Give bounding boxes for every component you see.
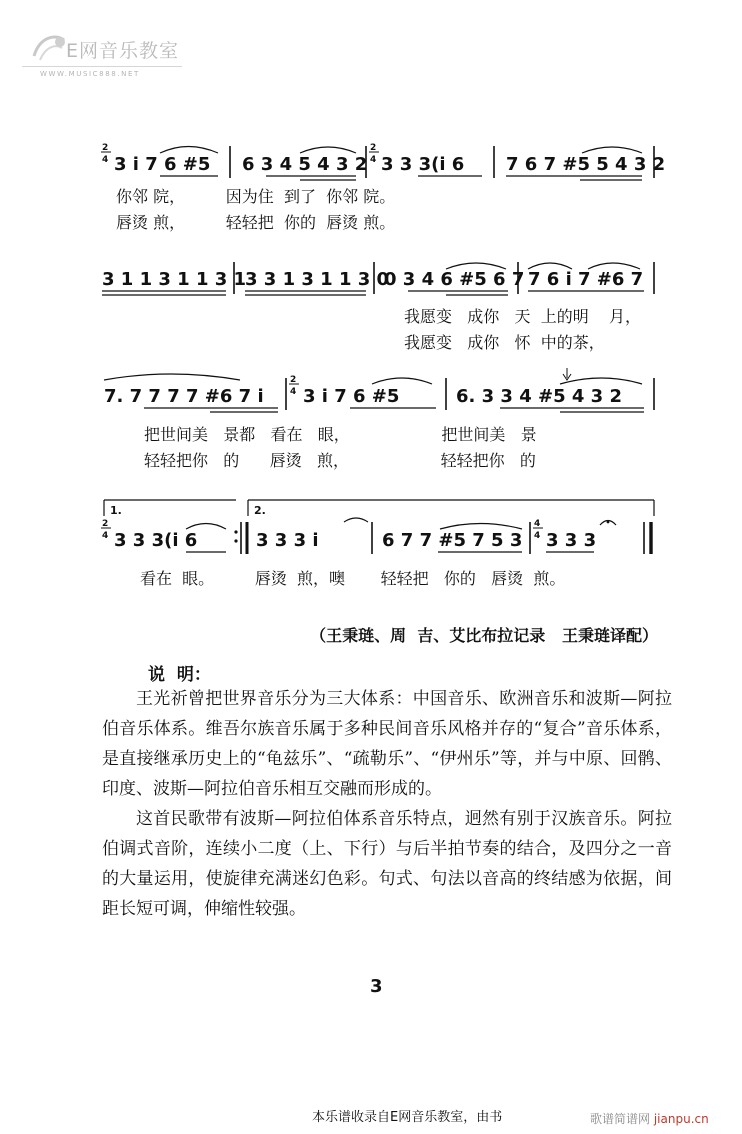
measure-1-2: 6 3 4 5 4 3 2 [242, 154, 368, 175]
lyrics-line-2-verse-2: 我愿变 成你 怀 中的茶， [404, 333, 605, 352]
score-line-1 [101, 143, 665, 180]
paragraph-1: 王光祈曾把世界音乐分为三大体系：中国音乐、欧洲音乐和波斯—阿拉伯音乐体系。维吾尔族音乐属于多种民间音乐风格并存的“复合”音乐体系，是直接继承历史上的“龟兹乐”、“疏勒乐”、“伊州乐”等，并与中原、回鹘、印度、波斯—阿拉伯音乐相互交融而形成的。 [102, 689, 672, 799]
lyrics-line-2-verse-1: 我愿变 成你 天 上的明 月， [404, 307, 642, 326]
measure-1-3: 3 3 3(i 6 [381, 154, 465, 175]
lyrics-line-1-verse-2: 唇烫 煎， 轻轻把 你的 唇烫 煎。 [116, 213, 396, 232]
svg-text:2: 2 [102, 519, 109, 529]
svg-text:4: 4 [370, 155, 377, 165]
svg-text:4: 4 [102, 531, 109, 541]
volta-1: 1. [110, 504, 122, 517]
measure-1-1: 3 i 7 6 #5 [114, 154, 211, 175]
footer-site-name: 歌谱简谱网 [590, 1112, 651, 1126]
measure-3-2: 3 i 7 6 #5 [303, 386, 400, 407]
measure-3-3: 6. 3 3 4 #5 4 3 2 [456, 386, 622, 407]
svg-text:2: 2 [102, 143, 109, 153]
score-line-4 [101, 500, 654, 554]
lyrics-line-3-verse-1: 把世间美 景都 看在 眼， 把世间美 景 [144, 425, 537, 444]
volta-2: 2. [254, 504, 266, 517]
measure-4-1: 3 3 3(i 6 [114, 530, 198, 551]
measure-2-3: 0 3 4 6 #5 6 7 [384, 269, 525, 290]
measure-4-4: 3 3 3 [546, 530, 597, 551]
svg-text:4: 4 [534, 531, 541, 541]
measure-2-2: 3 3 1 3 1 1 3 0 [245, 269, 390, 290]
svg-text:4: 4 [290, 387, 297, 397]
footer-site [590, 1110, 709, 1127]
measure-1-4: 7 6 7 #5 5 4 3 2 [506, 154, 666, 175]
svg-text:4: 4 [534, 519, 541, 529]
measure-2-1: 3 1 1 3 1 1 3 1 [102, 269, 247, 290]
measure-4-2: 3 3 3 i [256, 530, 319, 551]
footer-site-url: jianpu.cn [653, 1112, 709, 1126]
score-line-3 [104, 368, 654, 412]
watermark-logo-text: E网音乐教室 [66, 40, 180, 62]
transcription-credit: （王秉琏、周 吉、艾比布拉记录 王秉琏译配） [310, 626, 658, 645]
lyrics-line-1-verse-1: 你邻 院， 因为住 到了 你邻 院。 [116, 187, 396, 206]
measure-2-4: 7 6 i 7 #6 7 [528, 269, 644, 290]
svg-text:2: 2 [370, 143, 377, 153]
lyrics-line-3-verse-2: 轻轻把你 的 唇烫 煎， 轻轻把你 的 [144, 451, 536, 470]
watermark-url: WWW.MUSIC888.NET [40, 70, 140, 78]
lyrics-line-4: 看在 眼。 唇烫 煎，噢 轻轻把 你的 唇烫 煎。 [140, 569, 566, 588]
paragraph-2: 这首民歌带有波斯—阿拉伯体系音乐特点，迥然有别于汉族音乐。阿拉伯调式音阶，连续小二度（上、下行）与后半拍节奏的结合，及四分之一音的大量运用，使旋律充满迷幻色彩。句式、句法以音高的终结感为依据，间距长短可调，伸缩性较强。 [102, 809, 672, 919]
svg-text:4: 4 [102, 155, 109, 165]
page-number: 3 [370, 976, 383, 997]
svg-text:2: 2 [290, 375, 297, 385]
footer-note: 本乐谱收录自E网音乐教室，由书 [312, 1110, 503, 1125]
score-line-2 [102, 262, 654, 295]
section-title: 说 明： [148, 665, 211, 685]
measure-4-3: 6 7 7 #5 7 5 3 [382, 530, 523, 551]
measure-3-1: 7. 7 7 7 7 #6 7 i [104, 386, 264, 407]
explanation-body [102, 684, 672, 924]
